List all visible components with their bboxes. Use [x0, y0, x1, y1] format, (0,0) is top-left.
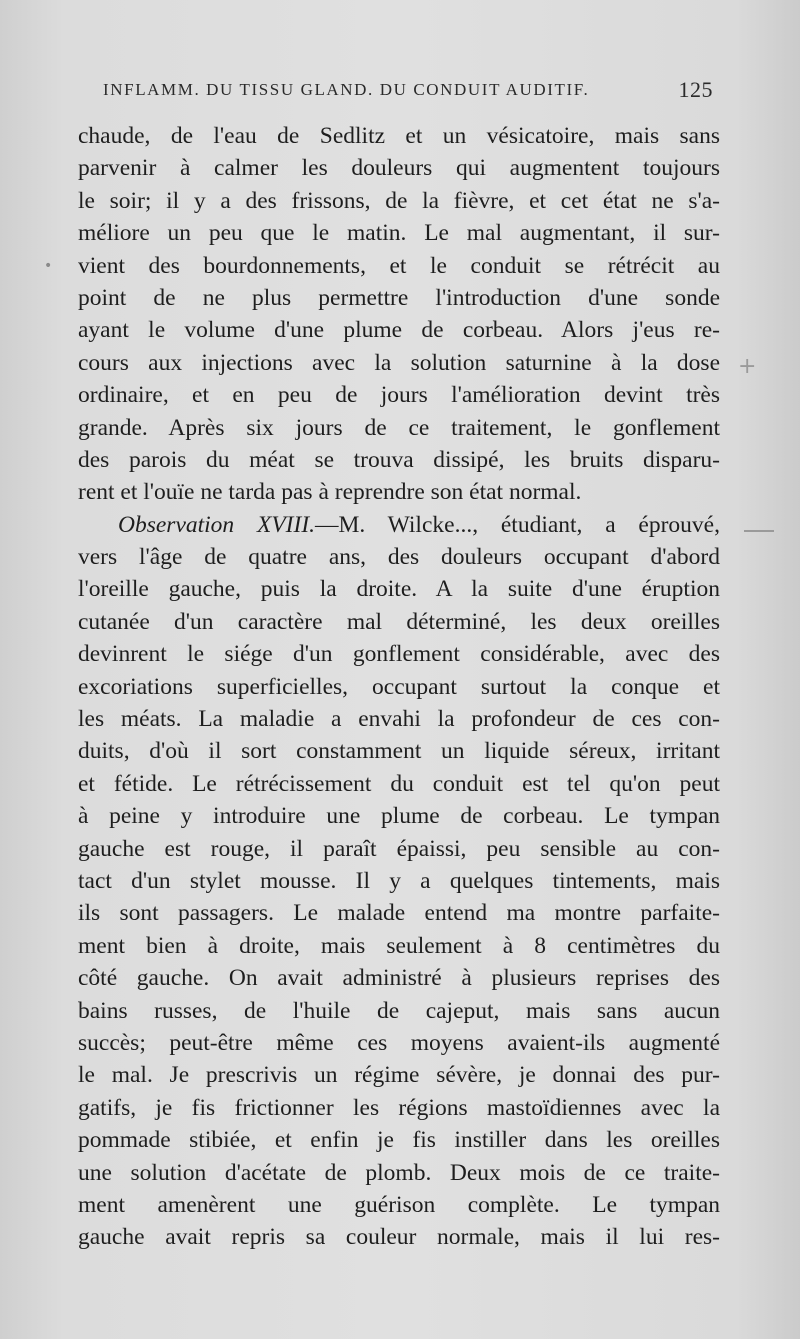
text-line: côté gauche. On avait administré à plusieurs reprises des	[78, 965, 720, 992]
page-number: 125	[678, 77, 713, 102]
text-line: duits, d'où il sort constamment un liquide séreux, irritant	[78, 738, 720, 765]
text-line: gauche avait repris sa couleur normale, mais il lui res-	[78, 1224, 720, 1251]
text-line: les méats. La maladie a envahi la profondeur de ces con-	[78, 706, 720, 733]
observation-first-line: —M. Wilcke..., étudiant, a éprouvé,	[315, 511, 720, 538]
text-line: le soir; il y a des frissons, de la fièvre, et cet état ne s'a-	[78, 187, 720, 214]
text-line: le mal. Je prescrivis un régime sévère, je donnai des pur-	[78, 1062, 720, 1089]
text-line: vient des bourdonnements, et le conduit se rétrécit au	[78, 252, 720, 279]
text-line: une solution d'acétate de plomb. Deux mois de ce traite-	[78, 1159, 720, 1186]
text-line: excoriations superficielles, occupant surtout la conque et	[78, 673, 720, 700]
margin-dot-mark: •	[44, 258, 53, 274]
text-line: rent et l'ouïe ne tarda pas à reprendre son état normal.	[78, 479, 582, 506]
text-line: l'oreille gauche, puis la droite. A la suite d'une éruption	[78, 576, 720, 603]
text-line: devinrent le siége d'un gonflement considérable, avec des	[78, 641, 720, 668]
text-line: bains russes, de l'huile de cajeput, mais sans aucun	[78, 997, 720, 1024]
text-line: ment amenèrent une guérison complète. Le tympan	[78, 1191, 720, 1218]
body-text	[78, 120, 720, 1254]
text-line: succès; peut-être même ces moyens avaient-ils augmenté	[78, 1029, 720, 1056]
text-line: cutanée d'un caractère mal déterminé, les deux oreilles	[78, 608, 720, 635]
running-head-title: INFLAMM. DU TISSU GLAND. DU CONDUIT AUDITIF.	[103, 80, 590, 99]
text-line: ment bien à droite, mais seulement à 8 centimètres du	[78, 932, 720, 959]
text-line: grande. Après six jours de ce traitement, le gonflement	[78, 414, 720, 441]
text-line: tact d'un stylet mousse. Il y a quelques tintements, mais	[78, 867, 720, 894]
text-line: chaude, de l'eau de Sedlitz et un vésicatoire, mais sans	[78, 123, 720, 149]
text-line: ayant le volume d'une plume de corbeau. Alors j'eus re-	[78, 317, 720, 344]
text-line: des parois du méat se trouva dissipé, les bruits disparu-	[78, 446, 720, 473]
text-line: méliore un peu que le matin. Le mal augmentant, il sur-	[78, 220, 720, 247]
margin-cross-mark: +	[738, 354, 757, 379]
text-line: à peine y introduire une plume de corbeau. Le tympan	[78, 803, 720, 830]
observation-label: Observation XVIII.	[118, 511, 316, 538]
text-line: ordinaire, et en peu de jours l'amélioration devint très	[78, 382, 720, 409]
observation-heading-line	[78, 509, 720, 541]
text-line: parvenir à calmer les douleurs qui augmentent toujours	[78, 155, 720, 182]
text-line: gauche est rouge, il paraît épaissi, peu sensible au con-	[78, 835, 720, 862]
text-line: ils sont passagers. Le malade entend ma montre parfaite-	[78, 900, 720, 927]
text-line: vers l'âge de quatre ans, des douleurs occupant d'abord	[78, 544, 720, 571]
text-line: et fétide. Le rétrécissement du conduit est tel qu'on peut	[78, 770, 720, 797]
text-line: cours aux injections avec la solution saturnine à la dose	[78, 349, 720, 376]
text-line: gatifs, je fis frictionner les régions mastoïdiennes avec la	[78, 1094, 720, 1121]
running-head	[103, 77, 713, 106]
margin-dash-mark	[744, 530, 774, 532]
text-line: pommade stibiée, et enfin je fis instiller dans les oreilles	[78, 1127, 720, 1154]
text-line: point de ne plus permettre l'introduction d'une sonde	[78, 284, 720, 311]
